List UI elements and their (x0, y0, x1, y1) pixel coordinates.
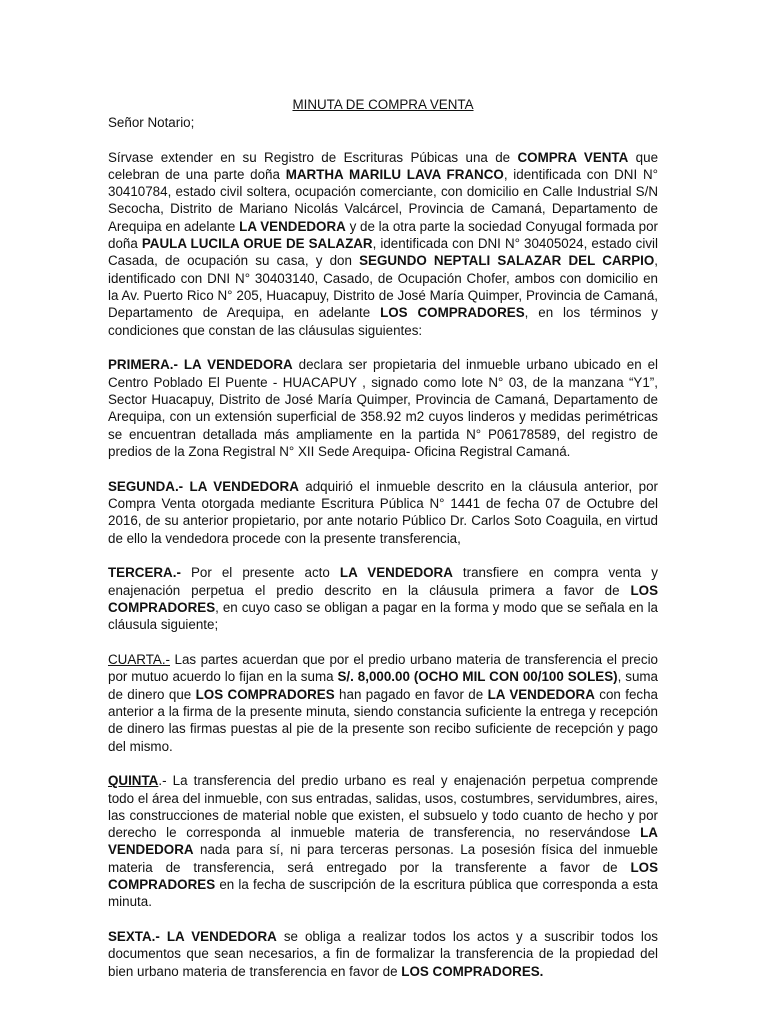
intro-bold-1: COMPRA VENTA (517, 149, 629, 165)
clause-cuarta-text-4: con fecha anterior a la firma de la presente minuta, siendo constancia suficiente la entrega y recepción de dinero las firmas puestas al pie de la presente son recibo suficiente de recepción y pago del mismo. (108, 686, 659, 754)
clause-sexta-bold-2: LOS COMPRADORES. (401, 963, 544, 979)
document-page (108, 96, 658, 998)
buyer-name-2: SEGUNDO NEPTALI SALAZAR DEL CARPIO (359, 253, 655, 269)
clause-tercera (108, 564, 658, 633)
clause-sexta-bold-1: LA VENDEDORA (159, 929, 277, 945)
clause-sexta (108, 928, 658, 980)
clause-segunda-bold: LA VENDEDORA (183, 478, 299, 494)
intro-text-2: que celebran de una parte doña (108, 149, 659, 182)
clause-quinta-label: QUINTA (108, 773, 159, 789)
intro-bold-3: LA VENDEDORA (239, 218, 346, 234)
salutation: Señor Notario; (108, 115, 195, 131)
intro-text-1: Sírvase extender en su Registro de Escrituras Púbicas una de (108, 149, 518, 165)
intro-bold-6: LOS COMPRADORES (380, 305, 525, 321)
intro-text-5: , identificada con DNI N° 30405024, estado civil Casada, de ocupación su casa, y don (108, 236, 658, 269)
clause-tercera-bold-2: LOS COMPRADORES (108, 582, 658, 615)
clause-quinta-text-3: en la fecha de suscripción de la escritura pública que corresponda a esta minuta. (108, 877, 658, 910)
clause-cuarta (108, 651, 658, 755)
clause-segunda-text: adquirió el inmueble descrito en la cláusula anterior, por Compra Venta otorgada mediante Escritura Pública N° 1441 de fecha 07 de Octubre del 2016, de su anterior propietario, por ante notario Público Dr. Carlos Soto Coaguila, en virtud de ello la vendedora procede con la presente transferencia, (108, 478, 658, 546)
clause-primera (108, 356, 658, 460)
clause-tercera-text-2: transfiere en compra venta y enajenación perpetua el predio descrito en la cláusula primera a favor de (108, 565, 658, 598)
clause-tercera-bold-1: LA VENDEDORA (339, 565, 453, 581)
clause-cuarta-text-3: han pagado en favor de (334, 686, 488, 702)
buyer-name-1: PAULA LUCILA ORUE DE SALAZAR (141, 236, 373, 252)
clause-quinta-text-1: .- La transferencia del predio urbano es real y enajenación perpetua comprende todo el área del inmueble, con sus entradas, salidas, usos, costumbres, servidumbres, aires, las construcciones de material noble que existen, el subsuelo y todo cuanto de hecho y por derecho le corresponda al inmueble materia de transferencia, no reservándose (108, 773, 658, 841)
clause-primera-bold: LA VENDEDORA (177, 357, 293, 373)
clause-tercera-text-3: , en cuyo caso se obligan a pagar en la forma y modo que se señala en la cláusula siguiente; (108, 599, 658, 633)
intro-text-3: , identificada con DNI N° 30410784, estado civil soltera, ocupación comerciante, con domicilio en Calle Industrial S/N Secocha, Distrito de Mariano Nicolás Valcárcel, Provincia de Camaná, Departamento de Arequipa en adelante (108, 166, 658, 234)
clause-quinta-bold-2: LOS COMPRADORES (108, 859, 658, 893)
intro-text-4: y de la otra parte la sociedad Conyugal formada por doña (108, 218, 659, 252)
clause-quinta (108, 772, 658, 910)
clause-segunda (108, 478, 658, 547)
clause-sexta-label: SEXTA.- (108, 929, 160, 945)
clause-quinta-text-2: nada para sí, ni para terceras personas. La posesión física del inmueble materia de transferencia, será entregado por la transferente a favor de (108, 842, 658, 875)
intro-text-6: , identificado con DNI N° 30403140, Casado, de Ocupación Chofer, ambos con domicilio en la Av. Puerto Rico N° 205, Huacapuy, Distrito de José María Quimper, Provincia de Camaná, Departamento de Arequipa, en adelante (108, 253, 659, 321)
clause-cuarta-text-2: , suma de dinero que (108, 669, 658, 702)
clause-segunda-label: SEGUNDA.- (108, 478, 184, 494)
intro-paragraph (108, 149, 658, 339)
clause-cuarta-bold-3: LA VENDEDORA (487, 686, 595, 702)
clause-primera-text: declara ser propietaria del inmueble urbano ubicado en el Centro Poblado El Puente - HUACAPUY , signado como lote N° 03, de la manzana “Y1”, Sector Huacapuy, Distrito de José María Quimper, Provincia de Camaná, Departamento de Arequipa, con un extensión superficial de 358.92 m2 cuyos linderos y medidas perimétricas se encuentran detallada más ampliamente en la partida N° P06178589, del registro de predios de la Zona Registral N° XII Sede Arequipa- Oficina Registral Camaná. (108, 357, 659, 459)
document-title: MINUTA DE COMPRA VENTA (292, 97, 474, 112)
clause-quinta-bold-1: LA VENDEDORA (108, 825, 658, 858)
clause-cuarta-label: CUARTA.- (108, 652, 170, 668)
clause-tercera-text-1: Por el presente acto (180, 565, 340, 581)
clause-sexta-text: se obliga a realizar todos los actos y a suscribir todos los documentos que sean necesarios, a fin de formalizar la transferencia de la propiedad del bien urbano materia de transferencia en favor de (108, 929, 658, 979)
clause-cuarta-text-1: Las partes acuerdan que por el predio urbano materia de transferencia el precio por mutuo acuerdo lo fijan en la suma (108, 652, 658, 685)
clause-cuarta-bold-2: LOS COMPRADORES (195, 686, 335, 702)
price-amount: S/. 8,000.00 (OCHO MIL CON 00/100 SOLES) (337, 669, 618, 685)
clause-tercera-label: TERCERA.- (108, 565, 181, 581)
seller-name: MARTHA MARILU LAVA FRANCO (285, 166, 504, 182)
clause-primera-label: PRIMERA.- (108, 357, 178, 373)
intro-text-7: , en los términos y condiciones que constan de las cláusulas siguientes: (108, 305, 658, 338)
